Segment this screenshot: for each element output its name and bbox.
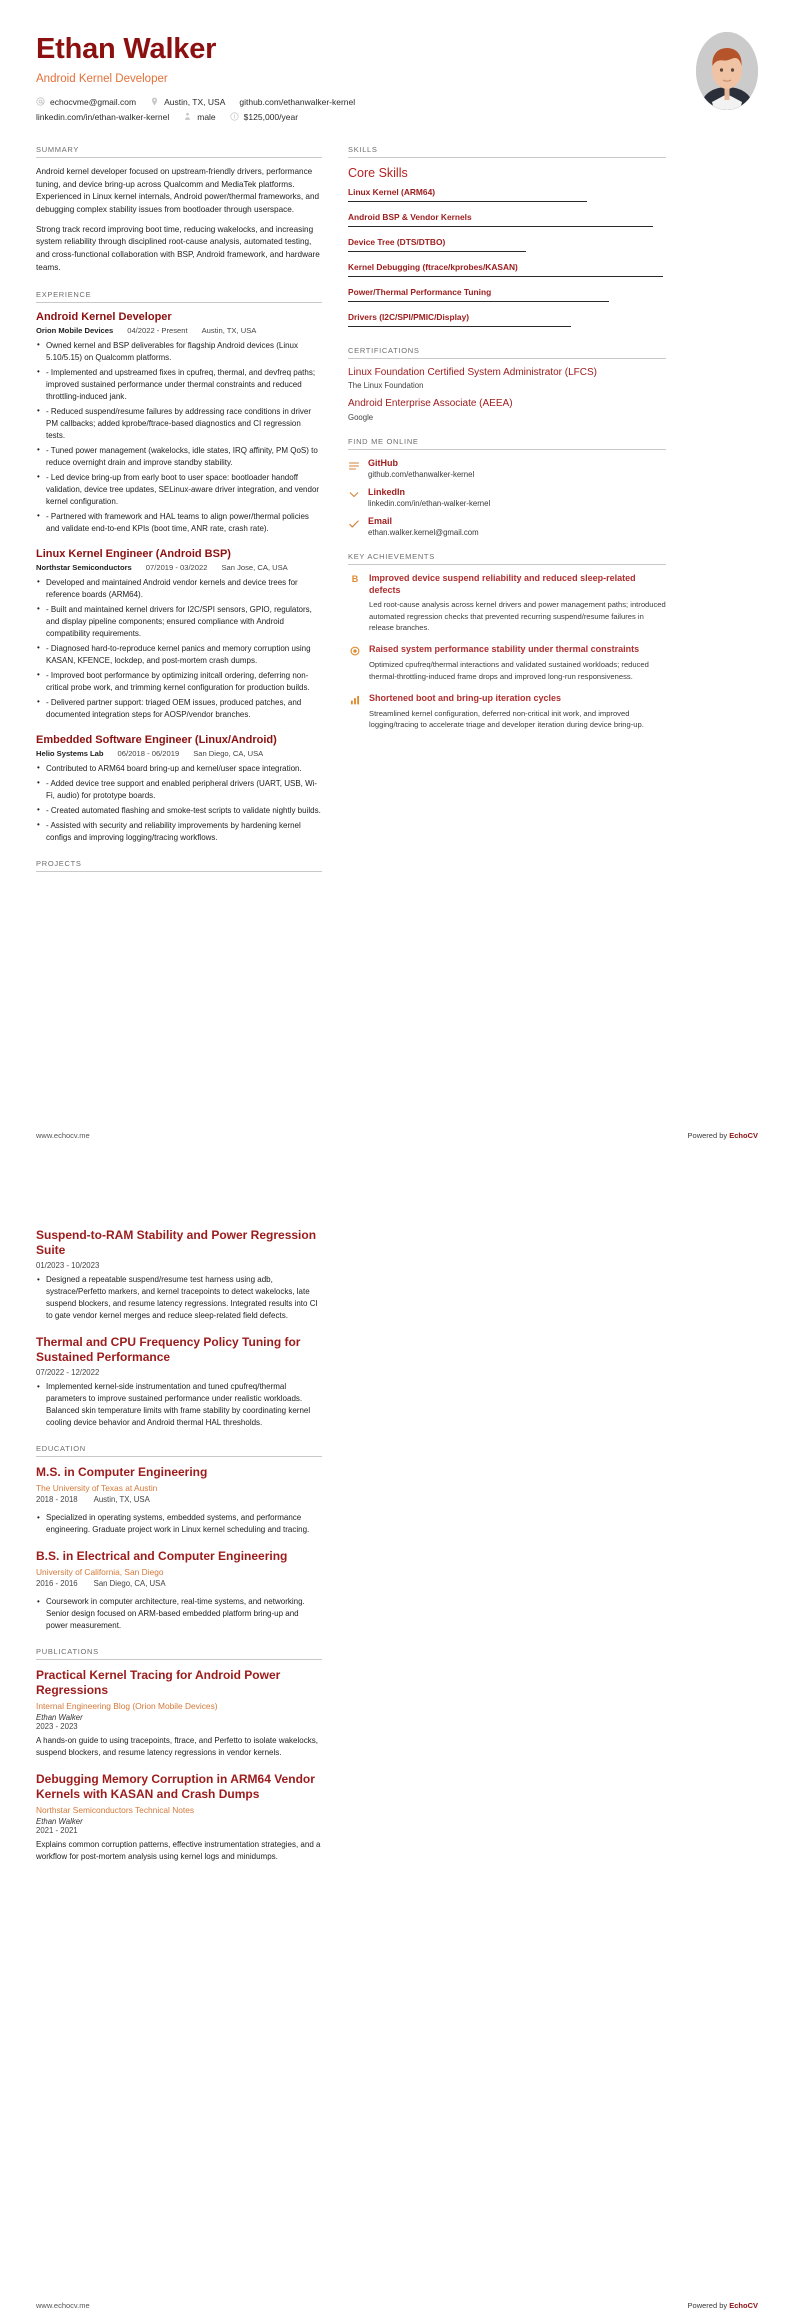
online-profile-item[interactable] bbox=[348, 487, 666, 508]
project-dates: 07/2022 - 12/2022 bbox=[36, 1368, 100, 1377]
resume-sheet-2 bbox=[0, 1170, 794, 2293]
education-meta bbox=[36, 1495, 322, 1508]
skill-level-bar bbox=[348, 201, 587, 202]
experience-heading: EXPERIENCE bbox=[36, 290, 322, 303]
linkedin-icon bbox=[348, 487, 361, 501]
experience-item bbox=[36, 734, 322, 844]
key-achievements-heading: KEY ACHIEVEMENTS bbox=[348, 552, 666, 565]
education-bullet: • Coursework in computer architecture, real-time systems, and networking. Senior design focused on ARM-based embedded platform bring-up and power measurement. bbox=[36, 1596, 322, 1632]
body-columns bbox=[36, 145, 758, 887]
contact-linkedin-text: linkedin.com/in/ethan-walker-kernel bbox=[36, 111, 170, 122]
location-pin-icon bbox=[150, 97, 159, 106]
job-company: Northstar Semiconductors bbox=[36, 562, 132, 572]
person-icon bbox=[183, 112, 192, 121]
skill-item bbox=[348, 262, 666, 281]
footer-powered-by-text: Powered by bbox=[687, 2301, 730, 2310]
bulb-icon: B bbox=[351, 573, 359, 584]
job-meta bbox=[36, 749, 322, 758]
job-company: Orion Mobile Devices bbox=[36, 325, 114, 335]
publication-source[interactable]: Northstar Semiconductors Technical Notes bbox=[36, 1805, 195, 1815]
contact-gender bbox=[183, 112, 215, 122]
online-profile-value: github.com/ethanwalker-kernel bbox=[368, 469, 475, 479]
contact-email-text: echocvme@gmail.com bbox=[50, 96, 137, 107]
online-profile-body bbox=[368, 458, 666, 479]
footer-site-url[interactable]: www.echocv.me bbox=[36, 1131, 90, 1140]
publication-author: Ethan Walker bbox=[36, 1713, 83, 1722]
job-bullets bbox=[36, 763, 322, 844]
education-bullets bbox=[36, 1512, 322, 1536]
education-degree: M.S. in Computer Engineering bbox=[36, 1465, 208, 1479]
section-education bbox=[36, 1444, 322, 1632]
skill-label: Power/Thermal Performance Tuning bbox=[348, 286, 492, 297]
publication-dates: 2023 - 2023 bbox=[36, 1722, 78, 1731]
skill-item bbox=[348, 312, 666, 331]
job-bullet: • - Delivered partner support: triaged OEM issues, produced patches, and documented integration steps for AOSP/vendor branches. bbox=[36, 697, 322, 721]
job-bullet: • - Tuned power management (wakelocks, idle states, IRQ affinity, PM QoS) to reduce overnight drain and improve standby stability. bbox=[36, 445, 322, 469]
online-profile-value: ethan.walker.kernel@gmail.com bbox=[368, 527, 479, 537]
target-icon bbox=[348, 644, 362, 656]
online-profile-body bbox=[368, 487, 666, 508]
footer-powered-by-text: Powered by bbox=[687, 1131, 730, 1140]
skill-label: Linux Kernel (ARM64) bbox=[348, 186, 436, 197]
section-publications bbox=[36, 1647, 322, 1863]
certifications-heading: CERTIFICATIONS bbox=[348, 346, 666, 359]
publication-description: Explains common corruption patterns, effective instrumentation strategies, and a workflow for post-mortem analysis using kernel logs and minidumps. bbox=[36, 1840, 321, 1861]
job-title: Android Kernel Developer bbox=[36, 310, 172, 323]
certification-name: Linux Foundation Certified System Administrator (LFCS) bbox=[348, 366, 597, 378]
contact-row-2 bbox=[36, 112, 696, 122]
section-skills bbox=[348, 145, 666, 331]
publication-title: Practical Kernel Tracing for Android Power Regressions bbox=[36, 1668, 281, 1697]
skill-level-bar bbox=[348, 276, 663, 277]
certification-name: Android Enterprise Associate (AEEA) bbox=[348, 398, 513, 410]
job-bullets bbox=[36, 340, 322, 535]
skills-heading: SKILLS bbox=[348, 145, 666, 158]
experience-item bbox=[36, 311, 322, 535]
job-bullet: • Owned kernel and BSP deliverables for flagship Android devices (Linux 5.10/5.15) on Qualcomm platforms. bbox=[36, 340, 322, 364]
publications-heading: PUBLICATIONS bbox=[36, 1647, 322, 1660]
achievement-body bbox=[369, 644, 666, 681]
project-bullets bbox=[36, 1381, 322, 1429]
project-bullets bbox=[36, 1274, 322, 1322]
money-icon bbox=[230, 112, 239, 121]
achievement-description: Streamlined kernel configuration, deferred non-critical init work, and improved logging/tracing to accelerate triage and developer iteration during device bring-up. bbox=[369, 708, 644, 729]
job-location: San Jose, CA, USA bbox=[221, 562, 288, 572]
side-column bbox=[348, 145, 666, 745]
job-dates: 06/2018 - 06/2019 bbox=[117, 748, 180, 758]
job-bullet: • - Diagnosed hard-to-reproduce kernel panics and memory corruption using KASAN, KFENCE, lockdep, and post-mortem crash dumps. bbox=[36, 643, 322, 667]
main-column-page2 bbox=[36, 1228, 322, 1878]
skill-level-bar bbox=[348, 251, 526, 252]
education-bullets bbox=[36, 1596, 322, 1632]
education-item bbox=[36, 1549, 322, 1632]
job-meta bbox=[36, 563, 322, 572]
achievement-title: Raised system performance stability under thermal constraints bbox=[369, 644, 640, 655]
publication-description: A hands-on guide to using tracepoints, ftrace, and Perfetto to isolate wakelocks, suspend blockers, and resume latency regressions in vendor kernels. bbox=[36, 1736, 318, 1757]
experience-item bbox=[36, 548, 322, 721]
achievement-body bbox=[369, 573, 666, 634]
certification-item bbox=[348, 367, 666, 391]
publication-source[interactable]: Internal Engineering Blog (Orion Mobile Devices) bbox=[36, 1701, 218, 1711]
resume-header bbox=[36, 30, 758, 127]
summary-heading: SUMMARY bbox=[36, 145, 322, 158]
headshot-illustration bbox=[696, 32, 758, 110]
email-icon bbox=[36, 97, 45, 106]
skill-item bbox=[348, 237, 666, 256]
footer-brand bbox=[688, 1131, 758, 1140]
contact-github-text: github.com/ethanwalker-kernel bbox=[239, 96, 356, 107]
project-dates: 01/2023 - 10/2023 bbox=[36, 1261, 100, 1270]
education-dates: 2018 - 2018 bbox=[36, 1495, 78, 1504]
job-title: Embedded Software Engineer (Linux/Android) bbox=[36, 733, 277, 746]
job-dates: 04/2022 - Present bbox=[127, 325, 188, 335]
job-bullet: • - Improved boot performance by optimizing initcall ordering, deferring non-critical probe work, and trimming kernel configuration for production builds. bbox=[36, 670, 322, 694]
achievement-item bbox=[348, 644, 666, 681]
education-location: Austin, TX, USA bbox=[93, 1495, 150, 1504]
job-title: Linux Kernel Engineer (Android BSP) bbox=[36, 547, 231, 560]
job-bullet: • - Built and maintained kernel drivers for I2C/SPI sensors, GPIO, regulators, and display pipeline components; ensured compliance with Android compatibility requirements. bbox=[36, 604, 322, 640]
publication-item bbox=[36, 1668, 322, 1759]
education-heading: EDUCATION bbox=[36, 1444, 322, 1457]
footer-brand-name: EchoCV bbox=[729, 2301, 758, 2310]
page-footer-2 bbox=[0, 2293, 794, 2324]
skill-item bbox=[348, 187, 666, 206]
education-bullet: • Specialized in operating systems, embedded systems, and performance engineering. Graduate project work in Linux kernel scheduling and tracing. bbox=[36, 1512, 322, 1536]
summary-paragraph-1: Android kernel developer focused on upstream-friendly drivers, performance tuning, and device bring-up across Qualcomm and MediaTek platforms. Experienced in Linux kernel internals, Android power/thermal frameworks, and debugging complex stability issues from bootloader through userspace. bbox=[36, 166, 320, 214]
job-bullets bbox=[36, 577, 322, 721]
page-break bbox=[0, 1154, 794, 1170]
job-bullet: • - Implemented and upstreamed fixes in cpufreq, thermal, and devfreq paths; improved sustained performance under thermal constraints and reduced throttling-induced jank. bbox=[36, 367, 322, 403]
job-bullet: • - Reduced suspend/resume failures by addressing race conditions in driver PM callbacks; added kprobe/ftrace-based diagnostics and CI regression tests. bbox=[36, 406, 322, 442]
header-left bbox=[36, 30, 696, 127]
github-icon bbox=[348, 458, 361, 472]
online-profile-value: linkedin.com/in/ethan-walker-kernel bbox=[368, 498, 491, 508]
footer-brand bbox=[688, 2301, 758, 2310]
online-profile-item[interactable] bbox=[348, 458, 666, 479]
publication-author: Ethan Walker bbox=[36, 1817, 83, 1826]
resume-sheet-1 bbox=[0, 0, 794, 1123]
contact-salary-text: $125,000/year bbox=[243, 111, 299, 122]
job-company: Helio Systems Lab bbox=[36, 748, 104, 758]
job-bullet: • - Added device tree support and enabled peripheral drivers (UART, USB, Wi-Fi, audio) for prototype boards. bbox=[36, 778, 322, 802]
project-title: Thermal and CPU Frequency Policy Tuning for Sustained Performance bbox=[36, 1335, 301, 1364]
contact-salary bbox=[230, 112, 298, 122]
job-dates: 07/2019 - 03/2022 bbox=[145, 562, 208, 572]
skill-label: Kernel Debugging (ftrace/kprobes/KASAN) bbox=[348, 261, 518, 272]
project-title: Suspend-to-RAM Stability and Power Regression Suite bbox=[36, 1228, 317, 1257]
online-profile-item[interactable] bbox=[348, 516, 666, 537]
job-bullet: • - Assisted with security and reliability improvements by hardening kernel configs and improving logging/tracing workflows. bbox=[36, 820, 322, 844]
page-footer-1 bbox=[0, 1123, 794, 1154]
section-certifications bbox=[348, 346, 666, 422]
section-key-achievements bbox=[348, 552, 666, 730]
contact-location-text: Austin, TX, USA bbox=[164, 96, 226, 107]
job-bullet: • Developed and maintained Android vendor kernels and device trees for reference boards (ARM64). bbox=[36, 577, 322, 601]
job-location: Austin, TX, USA bbox=[201, 325, 257, 335]
skill-item bbox=[348, 287, 666, 306]
project-item bbox=[36, 1228, 322, 1322]
chart-icon bbox=[348, 693, 362, 705]
skill-label: Device Tree (DTS/DTBO) bbox=[348, 236, 446, 247]
footer-site-url[interactable]: www.echocv.me bbox=[36, 2301, 90, 2310]
online-profile-label: Email bbox=[368, 515, 393, 526]
job-bullet: • - Created automated flashing and smoke-test scripts to validate nightly builds. bbox=[36, 805, 322, 817]
project-item bbox=[36, 1335, 322, 1429]
online-profile-label: LinkedIn bbox=[368, 486, 406, 497]
section-projects bbox=[36, 1228, 322, 1429]
contact-github-url[interactable] bbox=[239, 97, 355, 107]
achievement-title: Improved device suspend reliability and reduced sleep-related defects bbox=[369, 572, 636, 595]
section-summary bbox=[36, 145, 322, 275]
publication-item bbox=[36, 1772, 322, 1863]
online-profile-body bbox=[368, 516, 666, 537]
find-me-online-heading: FIND ME ONLINE bbox=[348, 437, 666, 450]
section-experience bbox=[36, 290, 322, 844]
summary-paragraph-2: Strong track record improving boot time, reducing wakelocks, and increasing system reliability through disciplined root-cause analysis, automated testing, and cross-functional collaboration with BSP, Android framework, and hardware teams. bbox=[36, 224, 320, 272]
contact-linkedin-url[interactable] bbox=[36, 112, 169, 122]
certification-issuer: The Linux Foundation bbox=[348, 381, 424, 391]
education-location: San Diego, CA, USA bbox=[93, 1579, 166, 1588]
skill-label: Android BSP & Vendor Kernels bbox=[348, 211, 472, 222]
job-location: San Diego, CA, USA bbox=[193, 748, 264, 758]
main-column bbox=[36, 145, 322, 887]
skill-level-bar bbox=[348, 226, 653, 227]
body-columns-page2 bbox=[36, 1228, 758, 1878]
projects-heading: PROJECTS bbox=[36, 859, 322, 872]
job-bullet: • - Partnered with framework and HAL teams to align power/thermal policies and validate end-to-end KPIs (boot time, ANR rate, crash rate). bbox=[36, 511, 322, 535]
contact-location bbox=[150, 97, 225, 107]
education-school: University of California, San Diego bbox=[36, 1567, 164, 1577]
section-projects-heading-only bbox=[36, 859, 322, 872]
achievement-title: Shortened boot and bring-up iteration cycles bbox=[369, 692, 562, 703]
education-school: The University of Texas at Austin bbox=[36, 1483, 158, 1493]
skills-group-title: Core Skills bbox=[348, 165, 408, 180]
publication-dates: 2021 - 2021 bbox=[36, 1826, 78, 1835]
job-meta bbox=[36, 326, 322, 335]
publication-title: Debugging Memory Corruption in ARM64 Vendor Kernels with KASAN and Crash Dumps bbox=[36, 1772, 315, 1801]
education-meta bbox=[36, 1579, 322, 1592]
achievement-description: Led root-cause analysis across kernel drivers and power management paths; introduced automated regression checks that prevented recurring suspend/resume failures in release branches. bbox=[369, 600, 666, 633]
achievement-item bbox=[348, 693, 666, 730]
job-bullet: • Contributed to ARM64 board bring-up and kernel/user space integration. bbox=[36, 763, 322, 775]
job-bullet: • - Led device bring-up from early boot to user space: bootloader handoff validation, device tree updates, SELinux-aware driver integration, and vendor kernel configuration. bbox=[36, 472, 322, 508]
education-degree: B.S. in Electrical and Computer Engineering bbox=[36, 1549, 288, 1563]
skill-level-bar bbox=[348, 326, 571, 327]
footer-brand-name: EchoCV bbox=[729, 1131, 758, 1140]
email-check-icon bbox=[348, 516, 361, 530]
contact-info bbox=[36, 97, 696, 122]
project-bullet: • Designed a repeatable suspend/resume test harness using adb, systrace/Perfetto markers, and kernel tracepoints to detect wakelocks, late suspend blockers, and resume latency regressions. Integrated results into CI to gate vendor kernel merges and reduce sleep-related field defects. bbox=[36, 1274, 322, 1322]
achievement-description: Optimized cpufreq/thermal interactions and validated sustained workloads; reduced thermal-throttling-induced frame drops and improved long-run responsiveness. bbox=[369, 660, 649, 681]
education-dates: 2016 - 2016 bbox=[36, 1579, 78, 1588]
job-role-subtitle: Android Kernel Developer bbox=[36, 72, 168, 85]
certification-item bbox=[348, 398, 666, 422]
contact-email[interactable] bbox=[36, 97, 136, 107]
contact-row-1 bbox=[36, 97, 696, 107]
project-bullet: • Implemented kernel-side instrumentation and tuned cpufreq/thermal parameters to improve sustained performance under realistic workloads. Balanced skin temperature limits with frame stability by coordinating kernel cooling device behavior and Android thermal HAL thresholds. bbox=[36, 1381, 322, 1429]
certification-issuer: Google bbox=[348, 412, 374, 422]
achievement-item bbox=[348, 573, 666, 634]
education-item bbox=[36, 1465, 322, 1536]
section-find-me-online bbox=[348, 437, 666, 537]
skill-level-bar bbox=[348, 301, 609, 302]
avatar bbox=[696, 32, 758, 110]
skill-label: Drivers (I2C/SPI/PMIC/Display) bbox=[348, 311, 470, 322]
skill-item bbox=[348, 212, 666, 231]
online-profile-label: GitHub bbox=[368, 457, 398, 468]
contact-gender-text: male bbox=[197, 111, 216, 122]
page-title: Ethan Walker bbox=[36, 33, 217, 65]
achievement-body bbox=[369, 693, 666, 730]
